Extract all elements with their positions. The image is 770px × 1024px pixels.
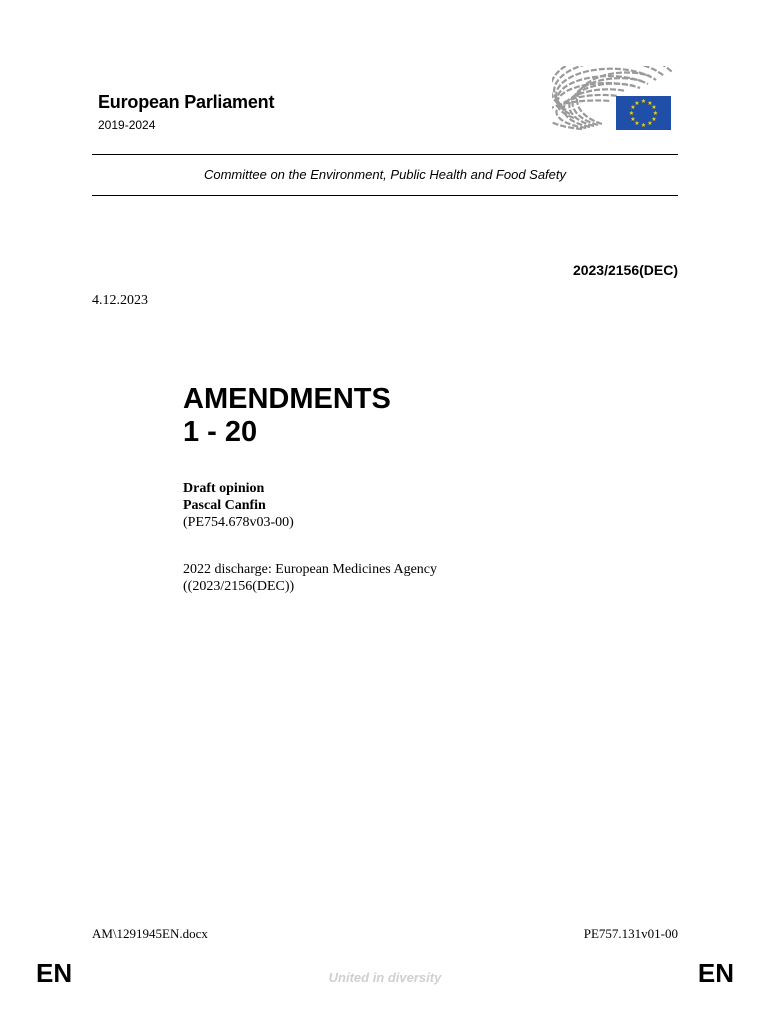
draft-label: Draft opinion bbox=[183, 481, 265, 496]
rapporteur-name: Pascal Canfin bbox=[183, 498, 266, 513]
subject-line-2: ((2023/2156(DEC)) bbox=[183, 579, 295, 594]
parliamentary-term: 2019-2024 bbox=[98, 118, 156, 132]
svg-text:★: ★ bbox=[651, 104, 657, 111]
svg-text:★: ★ bbox=[652, 110, 659, 117]
svg-text:★: ★ bbox=[634, 100, 640, 107]
svg-text:★: ★ bbox=[634, 120, 640, 127]
svg-text:★: ★ bbox=[640, 122, 647, 129]
svg-text:★: ★ bbox=[630, 116, 636, 123]
language-code-left: EN bbox=[36, 958, 73, 988]
header-rule-bottom bbox=[92, 195, 678, 196]
organisation-name: European Parliament bbox=[98, 92, 275, 112]
language-code-right: EN bbox=[697, 958, 734, 988]
svg-text:★: ★ bbox=[651, 116, 657, 123]
subject-line-1: 2022 discharge: European Medicines Agency bbox=[183, 562, 438, 577]
committee-name: Committee on the Environment, Public Health and Food Safety bbox=[203, 167, 567, 182]
svg-text:★: ★ bbox=[647, 120, 653, 127]
procedure-reference: 2023/2156(DEC) bbox=[572, 262, 678, 278]
document-title bbox=[183, 383, 391, 449]
document-date: 4.12.2023 bbox=[92, 293, 148, 308]
header-rule-top bbox=[92, 154, 678, 155]
title-line-1: AMENDMENTS bbox=[183, 383, 391, 415]
draft-reference: (PE754.678v03-00) bbox=[183, 515, 294, 530]
svg-text:★: ★ bbox=[647, 100, 653, 107]
european-parliament-logo bbox=[552, 66, 674, 134]
file-reference: AM\1291945EN.docx bbox=[92, 926, 208, 941]
svg-text:★: ★ bbox=[640, 98, 647, 105]
draft-opinion-block bbox=[183, 480, 294, 531]
title-line-2: 1 - 20 bbox=[183, 416, 258, 448]
svg-text:★: ★ bbox=[630, 104, 636, 111]
eu-motto: United in diversity bbox=[328, 970, 442, 985]
svg-text:★: ★ bbox=[628, 110, 635, 117]
pe-reference: PE757.131v01-00 bbox=[583, 926, 678, 941]
subject-block bbox=[183, 561, 437, 595]
